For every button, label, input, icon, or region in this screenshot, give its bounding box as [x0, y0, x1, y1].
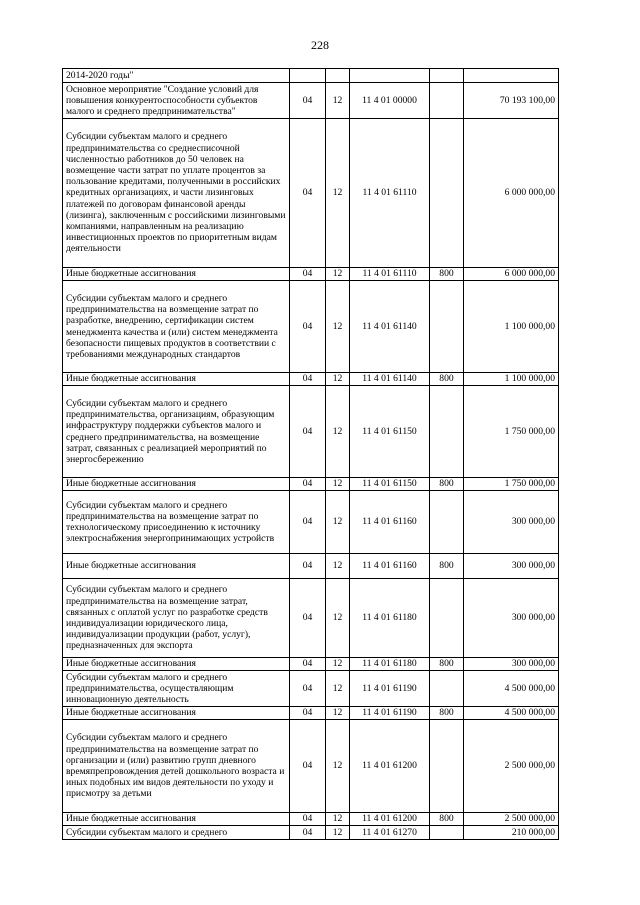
- cell-expenditure-name: Субсидии субъектам малого и среднего предпринимательства на возмещение затрат по технологическому присоединению к источнику электроснабжения энергопринимающих устройств: [63, 491, 290, 554]
- cell-target-article: 11 4 01 61160: [350, 491, 430, 554]
- cell-amount: 2 500 000,00: [464, 813, 559, 826]
- table-row: [63, 579, 559, 658]
- cell-section: 04: [290, 579, 326, 658]
- cell-expense-type: [430, 491, 464, 554]
- cell-amount: 4 500 000,00: [464, 671, 559, 707]
- page-number: 228: [311, 38, 329, 52]
- cell-subsection: 12: [326, 478, 350, 491]
- table-row: [63, 707, 559, 720]
- cell-expense-type: [430, 83, 464, 119]
- cell-subsection: 12: [326, 268, 350, 281]
- cell-amount: 1 100 000,00: [464, 281, 559, 373]
- cell-expense-type: 800: [430, 813, 464, 826]
- cell-target-article: 11 4 01 61150: [350, 386, 430, 478]
- cell-section: 04: [290, 707, 326, 720]
- table-row: [63, 671, 559, 707]
- cell-expenditure-name: Субсидии субъектам малого и среднего предпринимательства со среднесписочной численностью работников до 50 человек на возмещение части затрат по уплате процентов за пользование кредитами, полученными в российских кредитных организациях, и части лизинговых платежей по договорам финансовой аренды (лизинга), заключенным с российскими лизинговыми компаниями, направленным на реализацию инвестиционных проектов по приоритетным видам деятельности: [63, 119, 290, 268]
- cell-target-article: 11 4 01 61200: [350, 813, 430, 826]
- cell-section: 04: [290, 268, 326, 281]
- cell-subsection: 12: [326, 658, 350, 671]
- cell-section: 04: [290, 826, 326, 840]
- cell-subsection: 12: [326, 491, 350, 554]
- cell-expenditure-name: Иные бюджетные ассигнования: [63, 268, 290, 281]
- cell-section: 04: [290, 491, 326, 554]
- cell-subsection: 12: [326, 386, 350, 478]
- cell-amount: 300 000,00: [464, 491, 559, 554]
- cell-expenditure-name: Субсидии субъектам малого и среднего предпринимательства, организациям, образующим инфраструктуру поддержки субъектов малого и среднего предпринимательства, на возмещение затрат, связанных с реализацией мероприятий по энергосбережению: [63, 386, 290, 478]
- cell-amount: 1 100 000,00: [464, 373, 559, 386]
- cell-section: [290, 69, 326, 83]
- budget-table-body: [63, 69, 559, 840]
- cell-target-article: 11 4 01 61190: [350, 671, 430, 707]
- cell-amount: 1 750 000,00: [464, 478, 559, 491]
- cell-amount: 300 000,00: [464, 579, 559, 658]
- cell-section: 04: [290, 554, 326, 579]
- cell-section: 04: [290, 478, 326, 491]
- cell-amount: 210 000,00: [464, 826, 559, 840]
- cell-expenditure-name: Иные бюджетные ассигнования: [63, 478, 290, 491]
- cell-subsection: 12: [326, 281, 350, 373]
- budget-table: [62, 68, 559, 840]
- cell-subsection: [326, 69, 350, 83]
- cell-expense-type: [430, 720, 464, 813]
- cell-expenditure-name: Иные бюджетные ассигнования: [63, 813, 290, 826]
- cell-amount: 6 000 000,00: [464, 119, 559, 268]
- cell-target-article: 11 4 01 61180: [350, 658, 430, 671]
- cell-expense-type: 800: [430, 268, 464, 281]
- table-row: [63, 69, 559, 83]
- cell-amount: 2 500 000,00: [464, 720, 559, 813]
- cell-expense-type: 800: [430, 478, 464, 491]
- table-row: [63, 826, 559, 840]
- table-row: [63, 386, 559, 478]
- cell-amount: [464, 69, 559, 83]
- cell-expenditure-name: Основное мероприятие "Создание условий для повышения конкурентоспособности субъектов малого и среднего предпринимательства": [63, 83, 290, 119]
- cell-expenditure-name: Субсидии субъектам малого и среднего предпринимательства на возмещение затрат, связанных с оплатой услуг по разработке средств индивидуализации юридического лица, индивидуализации продукции (работ, услуг), предназначенных для экспорта: [63, 579, 290, 658]
- cell-section: 04: [290, 720, 326, 813]
- cell-expense-type: 800: [430, 658, 464, 671]
- cell-expense-type: [430, 119, 464, 268]
- cell-target-article: 11 4 01 00000: [350, 83, 430, 119]
- cell-section: 04: [290, 813, 326, 826]
- cell-section: 04: [290, 386, 326, 478]
- cell-amount: 300 000,00: [464, 658, 559, 671]
- cell-target-article: 11 4 01 61140: [350, 281, 430, 373]
- cell-expenditure-name: Субсидии субъектам малого и среднего предпринимательства на возмещение затрат по разработке, внедрению, сертификации систем менеджмента качества и (или) систем менеджмента безопасности пищевых продуктов в соответствии с требованиями международных стандартов: [63, 281, 290, 373]
- cell-expenditure-name: Субсидии субъектам малого и среднего предпринимательства на возмещение затрат по организации и (или) развитию групп дневного времяпрепровождения детей дошкольного возраста и иных подобных им видов деятельности по уходу и присмотру за детьми: [63, 720, 290, 813]
- cell-target-article: [350, 69, 430, 83]
- table-row: [63, 720, 559, 813]
- cell-subsection: 12: [326, 720, 350, 813]
- cell-amount: 1 750 000,00: [464, 386, 559, 478]
- cell-expense-type: [430, 386, 464, 478]
- table-row: [63, 658, 559, 671]
- cell-target-article: 11 4 01 61110: [350, 268, 430, 281]
- cell-expense-type: 800: [430, 373, 464, 386]
- cell-expense-type: 800: [430, 707, 464, 720]
- cell-subsection: 12: [326, 119, 350, 268]
- table-row: [63, 554, 559, 579]
- cell-section: 04: [290, 119, 326, 268]
- cell-subsection: 12: [326, 813, 350, 826]
- cell-subsection: 12: [326, 554, 350, 579]
- cell-amount: 6 000 000,00: [464, 268, 559, 281]
- table-row: [63, 491, 559, 554]
- cell-subsection: 12: [326, 826, 350, 840]
- cell-target-article: 11 4 01 61200: [350, 720, 430, 813]
- cell-expenditure-name: Иные бюджетные ассигнования: [63, 373, 290, 386]
- cell-section: 04: [290, 83, 326, 119]
- cell-target-article: 11 4 01 61160: [350, 554, 430, 579]
- cell-subsection: 12: [326, 373, 350, 386]
- cell-amount: 70 193 100,00: [464, 83, 559, 119]
- cell-subsection: 12: [326, 671, 350, 707]
- cell-expense-type: 800: [430, 554, 464, 579]
- cell-section: 04: [290, 658, 326, 671]
- table-row: [63, 813, 559, 826]
- table-row: [63, 83, 559, 119]
- table-row: [63, 119, 559, 268]
- cell-amount: 300 000,00: [464, 554, 559, 579]
- table-row: [63, 478, 559, 491]
- cell-expense-type: [430, 826, 464, 840]
- cell-expenditure-name: Субсидии субъектам малого и среднего: [63, 826, 290, 840]
- cell-subsection: 12: [326, 707, 350, 720]
- cell-section: 04: [290, 281, 326, 373]
- cell-expenditure-name: Иные бюджетные ассигнования: [63, 658, 290, 671]
- cell-amount: 4 500 000,00: [464, 707, 559, 720]
- cell-target-article: 11 4 01 61190: [350, 707, 430, 720]
- cell-target-article: 11 4 01 61140: [350, 373, 430, 386]
- cell-subsection: 12: [326, 83, 350, 119]
- cell-expense-type: [430, 281, 464, 373]
- cell-subsection: 12: [326, 579, 350, 658]
- cell-expenditure-name: Иные бюджетные ассигнования: [63, 707, 290, 720]
- cell-target-article: 11 4 01 61180: [350, 579, 430, 658]
- cell-section: 04: [290, 373, 326, 386]
- cell-target-article: 11 4 01 61110: [350, 119, 430, 268]
- cell-target-article: 11 4 01 61270: [350, 826, 430, 840]
- cell-expenditure-name: Субсидии субъектам малого и среднего предпринимательства, осуществляющим инновационную деятельность: [63, 671, 290, 707]
- table-row: [63, 268, 559, 281]
- cell-section: 04: [290, 671, 326, 707]
- cell-expense-type: [430, 579, 464, 658]
- table-row: [63, 281, 559, 373]
- cell-expense-type: [430, 69, 464, 83]
- cell-target-article: 11 4 01 61150: [350, 478, 430, 491]
- table-row: [63, 373, 559, 386]
- cell-expenditure-name: Иные бюджетные ассигнования: [63, 554, 290, 579]
- cell-expense-type: [430, 671, 464, 707]
- cell-expenditure-name: 2014-2020 годы": [63, 69, 290, 83]
